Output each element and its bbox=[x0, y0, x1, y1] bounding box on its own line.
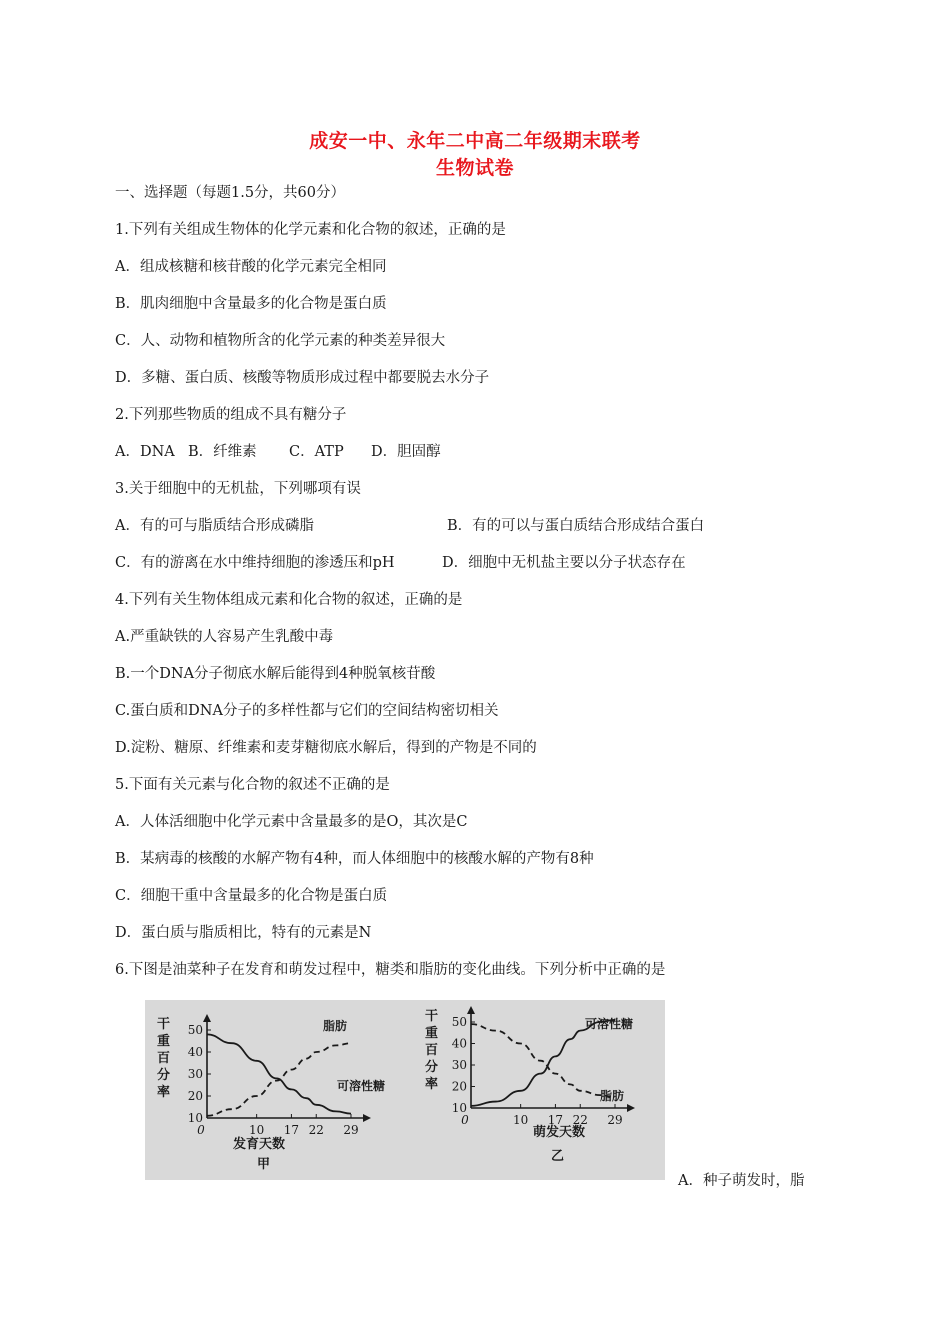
right-y-tick-label: 10 bbox=[451, 1101, 467, 1115]
right-ylabel-1: 干 bbox=[425, 1009, 439, 1024]
question-3-option-c: C．有的游离在水中维持细胞的渗透压和pH bbox=[115, 555, 395, 571]
question-6-option-a-partial: A．种子萌发时，脂 bbox=[678, 1173, 805, 1189]
left-x-tick-label: 0 bbox=[197, 1123, 205, 1137]
right-fat-curve bbox=[471, 1024, 615, 1097]
left-sugar-label: 可溶性糖 bbox=[337, 1079, 386, 1093]
right-ylabel-2: 重 bbox=[425, 1026, 439, 1041]
left-x-axis-arrow bbox=[363, 1114, 371, 1122]
right-ylabel-3: 百 bbox=[425, 1043, 439, 1058]
question-2-option-c: C．ATP bbox=[289, 444, 344, 460]
left-y-tick-label: 40 bbox=[187, 1045, 203, 1059]
question-1-option-a: A．组成核糖和核苷酸的化学元素完全相同 bbox=[115, 259, 387, 275]
question-4-option-c: C.蛋白质和DNA分子的多样性都与它们的空间结构密切相关 bbox=[115, 703, 499, 719]
right-x-tick-label: 22 bbox=[572, 1113, 588, 1127]
left-fat-curve bbox=[207, 1043, 351, 1116]
left-fat-label: 脂肪 bbox=[323, 1019, 348, 1033]
question-1-option-d: D．多糖、蛋白质、核酸等物质形成过程中都要脱去水分子 bbox=[115, 370, 490, 386]
left-sugar-curve bbox=[207, 1034, 351, 1113]
right-ylabel-5: 率 bbox=[425, 1077, 439, 1092]
left-y-axis-arrow bbox=[203, 1014, 211, 1022]
question-4-stem: 4.下列有关生物体组成元素和化合物的叙述，正确的是 bbox=[115, 592, 463, 608]
left-y-tick-label: 50 bbox=[187, 1023, 203, 1037]
question-5-option-a: A．人体活细胞中化学元素中含量最多的是O，其次是C bbox=[115, 814, 468, 830]
left-tag: 甲 bbox=[257, 1157, 271, 1172]
question-2-option-a: A．DNA bbox=[115, 444, 175, 460]
left-x-tick-label: 29 bbox=[343, 1123, 359, 1137]
question-2-option-d: D．胆固醇 bbox=[371, 444, 441, 460]
question-1-option-b: B．肌肉细胞中含量最多的化合物是蛋白质 bbox=[115, 296, 387, 312]
seed-curve-figure bbox=[145, 1000, 665, 1180]
question-2-option-b: B．纤维素 bbox=[188, 444, 257, 460]
question-3-option-a: A．有的可与脂质结合形成磷脂 bbox=[115, 518, 314, 534]
right-x-tick-label: 0 bbox=[461, 1113, 469, 1127]
left-y-tick-label: 10 bbox=[187, 1111, 203, 1125]
right-fat-label: 脂肪 bbox=[600, 1089, 625, 1103]
question-5-stem: 5.下面有关元素与化合物的叙述不正确的是 bbox=[115, 777, 390, 793]
right-x-axis-arrow bbox=[627, 1104, 635, 1112]
right-y-tick-label: 50 bbox=[451, 1015, 467, 1029]
left-ylabel-2: 重 bbox=[157, 1034, 171, 1049]
question-3-stem: 3.关于细胞中的无机盐，下列哪项有误 bbox=[115, 481, 361, 497]
right-sugar-curve bbox=[471, 1020, 615, 1106]
question-4-option-a: A.严重缺铁的人容易产生乳酸中毒 bbox=[115, 629, 334, 645]
left-ylabel-3: 百 bbox=[157, 1051, 171, 1066]
right-xlabel: 萌发天数 bbox=[533, 1125, 586, 1140]
exam-title: 成安一中、永年二中高二年级期末联考 bbox=[309, 130, 641, 152]
right-x-tick-label: 29 bbox=[607, 1113, 623, 1127]
right-y-tick-label: 20 bbox=[451, 1079, 467, 1094]
left-xlabel: 发育天数 bbox=[233, 1137, 286, 1152]
right-x-tick-label: 17 bbox=[547, 1113, 564, 1127]
left-x-tick-label: 17 bbox=[283, 1123, 300, 1137]
left-ylabel-5: 率 bbox=[157, 1085, 171, 1100]
question-5-option-b: B．某病毒的核酸的水解产物有4种，而人体细胞中的核酸水解的产物有8种 bbox=[115, 851, 594, 867]
question-5-option-c: C．细胞干重中含量最多的化合物是蛋白质 bbox=[115, 888, 388, 904]
right-x-tick-label: 10 bbox=[513, 1113, 529, 1127]
question-4-option-d: D.淀粉、糖原、纤维素和麦芽糖彻底水解后，得到的产物是不同的 bbox=[115, 740, 537, 756]
left-ylabel-1: 干 bbox=[157, 1017, 171, 1032]
right-y-tick-label: 40 bbox=[451, 1036, 467, 1051]
right-sugar-label: 可溶性糖 bbox=[585, 1017, 634, 1031]
left-y-tick-label: 30 bbox=[187, 1067, 203, 1081]
section-heading: 一、选择题（每题1.5分，共60分） bbox=[115, 185, 346, 201]
right-y-axis-arrow bbox=[467, 1006, 475, 1014]
question-1-option-c: C．人、动物和植物所含的化学元素的种类差异很大 bbox=[115, 333, 446, 349]
right-y-tick-label: 30 bbox=[451, 1058, 467, 1072]
question-2-stem: 2.下列那些物质的组成不具有糖分子 bbox=[115, 407, 347, 423]
left-x-tick-label: 22 bbox=[308, 1123, 324, 1137]
question-5-option-d: D．蛋白质与脂质相比，特有的元素是N bbox=[115, 925, 372, 941]
question-3-option-d: D．细胞中无机盐主要以分子状态存在 bbox=[442, 555, 686, 571]
right-ylabel-4: 分 bbox=[425, 1060, 439, 1075]
question-1-stem: 1.下列有关组成生物体的化学元素和化合物的叙述，正确的是 bbox=[115, 222, 506, 238]
left-y-tick-label: 20 bbox=[187, 1089, 203, 1103]
right-tag: 乙 bbox=[551, 1149, 565, 1164]
exam-subtitle: 生物试卷 bbox=[435, 157, 514, 179]
question-3-option-b: B．有的可以与蛋白质结合形成结合蛋白 bbox=[447, 518, 705, 534]
left-ylabel-4: 分 bbox=[157, 1068, 171, 1083]
question-6-stem: 6.下图是油菜种子在发育和萌发过程中，糖类和脂肪的变化曲线。下列分析中正确的是 bbox=[115, 962, 666, 978]
left-x-tick-label: 10 bbox=[249, 1123, 265, 1137]
seed-curve-charts bbox=[145, 1000, 665, 1180]
question-4-option-b: B.一个DNA分子彻底水解后能得到4种脱氧核苷酸 bbox=[115, 666, 436, 682]
